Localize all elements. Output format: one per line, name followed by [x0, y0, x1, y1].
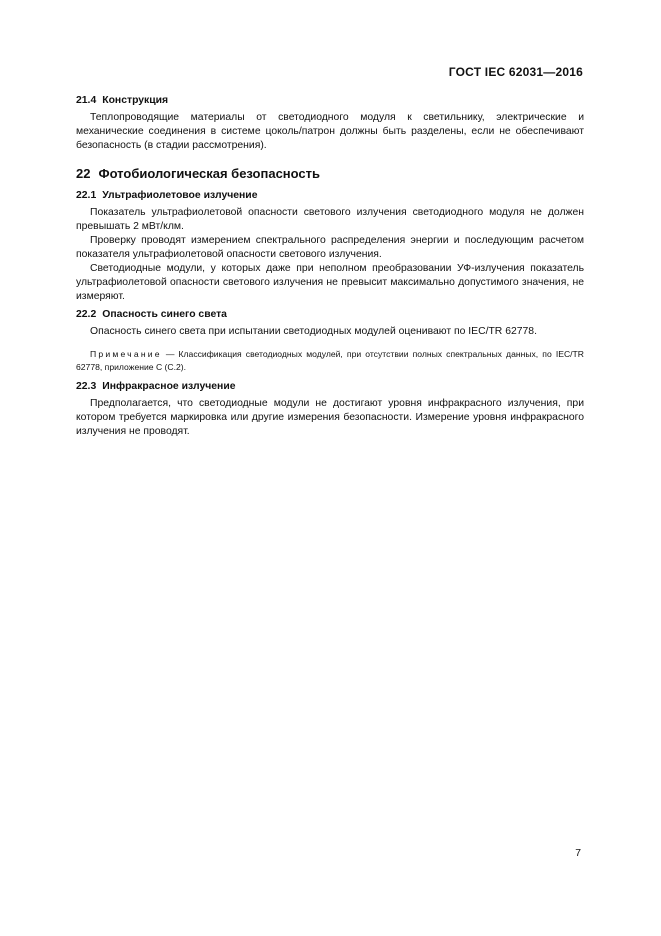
section-number: 22: [76, 166, 91, 181]
section-number: 22.3: [76, 381, 97, 392]
section-22-3-paragraph-1: [76, 397, 584, 439]
section-22-2-note: [76, 348, 584, 374]
section-number: 22.2: [76, 309, 97, 320]
section-22-1-paragraph-1: [76, 206, 584, 234]
paragraph-text: Опасность синего света при испытании светодиодных модулей оценивают по IEC/TR 62778.: [90, 326, 537, 337]
section-22-1-paragraph-2: [76, 234, 584, 262]
paragraph-text: Показатель ультрафиолетовой опасности светового излучения светодиодного модуля не должен превышать 2 мВт/клм.: [76, 207, 584, 232]
section-22-2-paragraph-1: [76, 325, 584, 339]
paragraph-text: Теплопроводящие материалы от светодиодного модуля к светильнику, электрические и механические соединения в системе цоколь/патрон должны быть разделены, если не обеспечивают безопасность (в стадии рассмотрения).: [76, 112, 584, 151]
section-21-4-text: [76, 111, 584, 153]
section-22-1-heading: [76, 189, 584, 203]
page-body: [76, 94, 584, 439]
paragraph-text: Проверку проводят измерением спектрального распределения энергии и последующим расчетом показателя ультрафиолетовой опасности светового излучения.: [76, 235, 584, 260]
section-title: Конструкция: [102, 95, 169, 106]
section-title: Фотобиологическая безопасность: [98, 166, 321, 181]
section-number: 22.1: [76, 190, 97, 201]
page-number: 7: [575, 848, 581, 859]
section-title: Ультрафиолетовое излучение: [102, 190, 258, 201]
section-number: 21.4: [76, 95, 97, 106]
section-22-2-heading: [76, 308, 584, 322]
section-22-heading: [76, 167, 584, 181]
paragraph-text: Светодиодные модули, у которых даже при неполном преобразовании УФ-излучения показатель ультрафиолетовой опасности светового излучения не превысит максимально допустимого значения, не измеряют.: [76, 263, 584, 302]
section-22-1-paragraph-3: [76, 262, 584, 304]
section-21-4-heading: [76, 94, 584, 108]
section-title: Опасность синего света: [102, 309, 227, 320]
note-text: — Классификация светодиодных модулей, при отсутствии полных спектральных данных, по IEC/TR 62778, приложение С (С.2).: [76, 349, 584, 372]
paragraph-text: Предполагается, что светодиодные модули не достигают уровня инфракрасного излучения, при котором требуется маркировка или другие измерения безопасности. Измерение уровня инфракрасного излучения не проводят.: [76, 398, 584, 437]
note-label: Примечание: [90, 349, 162, 359]
standard-designation: ГОСТ IEC 62031—2016: [448, 65, 583, 79]
section-title: Инфракрасное излучение: [102, 381, 236, 392]
section-22-3-heading: [76, 380, 584, 394]
